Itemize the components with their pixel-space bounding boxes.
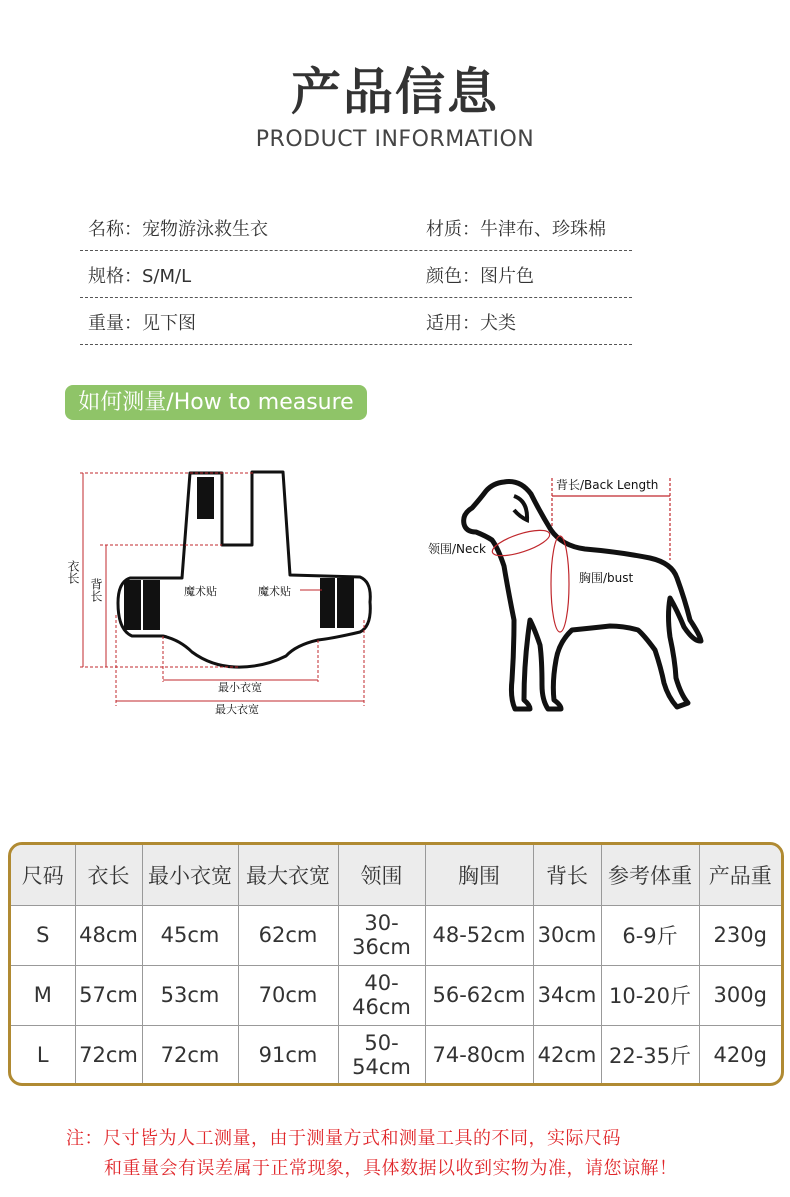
table-cell: 50-54cm bbox=[338, 1025, 425, 1085]
product-info-list bbox=[80, 204, 632, 345]
table-header-row bbox=[11, 845, 781, 905]
size-table bbox=[8, 842, 784, 1086]
table-cell: 45cm bbox=[142, 905, 238, 965]
table-cell: 57cm bbox=[75, 965, 142, 1025]
max-width-label: 最大衣宽 bbox=[215, 703, 259, 716]
table-cell: 10-20斤 bbox=[601, 965, 699, 1025]
dog-outline bbox=[464, 482, 701, 710]
table-header: 胸围 bbox=[425, 845, 533, 905]
info-row bbox=[80, 298, 632, 345]
dog-diagram bbox=[420, 465, 720, 720]
table-cell: 34cm bbox=[533, 965, 601, 1025]
table-cell: 91cm bbox=[238, 1025, 338, 1085]
table-header: 参考体重 bbox=[601, 845, 699, 905]
table-header: 领围 bbox=[338, 845, 425, 905]
min-width-label: 最小衣宽 bbox=[218, 681, 262, 694]
vest-back-length-label: 背长 bbox=[89, 578, 103, 602]
page-subtitle: PRODUCT INFORMATION bbox=[255, 127, 535, 152]
table-header: 最大衣宽 bbox=[238, 845, 338, 905]
table-cell: 30-36cm bbox=[338, 905, 425, 965]
table-cell: 70cm bbox=[238, 965, 338, 1025]
velcro-label-left: 魔术贴 bbox=[184, 585, 217, 598]
table-row bbox=[11, 1025, 781, 1085]
table-cell: M bbox=[11, 965, 75, 1025]
velcro-label-right: 魔术贴 bbox=[258, 585, 291, 598]
table-cell: 74-80cm bbox=[425, 1025, 533, 1085]
vest-diagram bbox=[0, 440, 400, 730]
table-row bbox=[11, 905, 781, 965]
table-cell: 420g bbox=[713, 1043, 767, 1068]
dog-bust-label: 胸围/bust bbox=[579, 571, 634, 585]
table-cell: 53cm bbox=[142, 965, 238, 1025]
info-color: 颜色：图片色 bbox=[426, 266, 534, 287]
table-cell: 6-9斤 bbox=[601, 905, 699, 965]
table-cell: 30cm bbox=[533, 905, 601, 965]
table-cell: 56-62cm bbox=[425, 965, 533, 1025]
table-row bbox=[11, 965, 781, 1025]
table-cell: 22-35斤 bbox=[601, 1025, 699, 1085]
dog-back-length-label: 背长/Back Length bbox=[556, 478, 659, 492]
note-line-2: 和重量会有误差属于正常现象，具体数据以收到实物为准，请您谅解！ bbox=[104, 1158, 678, 1179]
velcro-strap-top bbox=[197, 477, 214, 519]
dog-neck-label: 领围/Neck bbox=[428, 542, 486, 556]
table-cell: 230g bbox=[699, 905, 781, 965]
table-cell: 48cm bbox=[75, 905, 142, 965]
info-row bbox=[80, 204, 632, 251]
info-weight: 重量：见下图 bbox=[88, 313, 196, 334]
table-cell: 72cm bbox=[142, 1025, 238, 1085]
info-usage: 适用：犬类 bbox=[426, 313, 516, 334]
table-cell: 40-46cm bbox=[338, 965, 425, 1025]
info-row bbox=[80, 251, 632, 298]
table-cell: 72cm bbox=[75, 1025, 142, 1085]
vest-total-length-label: 衣长 bbox=[66, 560, 80, 584]
info-material: 材质：牛津布、珍珠棉 bbox=[426, 219, 606, 240]
table-header: 尺码 bbox=[11, 845, 75, 905]
vest-outline bbox=[118, 472, 370, 667]
how-to-measure-tag: 如何测量/How to measure bbox=[65, 385, 367, 420]
table-cell: 300g bbox=[699, 965, 781, 1025]
table-cell: L bbox=[11, 1025, 75, 1085]
table-cell: 62cm bbox=[238, 905, 338, 965]
table-cell: 42cm bbox=[533, 1025, 601, 1085]
info-spec: 规格：S/M/L bbox=[88, 266, 192, 287]
info-name: 名称：宠物游泳救生衣 bbox=[88, 219, 268, 240]
table-header: 产品重 bbox=[699, 845, 781, 905]
table-header: 背长 bbox=[533, 845, 601, 905]
note-line-1: 注：尺寸皆为人工测量，由于测量方式和测量工具的不同，实际尺码 bbox=[66, 1128, 621, 1149]
table-cell: 48-52cm bbox=[425, 905, 533, 965]
table-cell: S bbox=[11, 905, 75, 965]
page-title: 产品信息 bbox=[291, 63, 499, 121]
table-header: 最小衣宽 bbox=[142, 845, 238, 905]
table-header: 衣长 bbox=[75, 845, 142, 905]
